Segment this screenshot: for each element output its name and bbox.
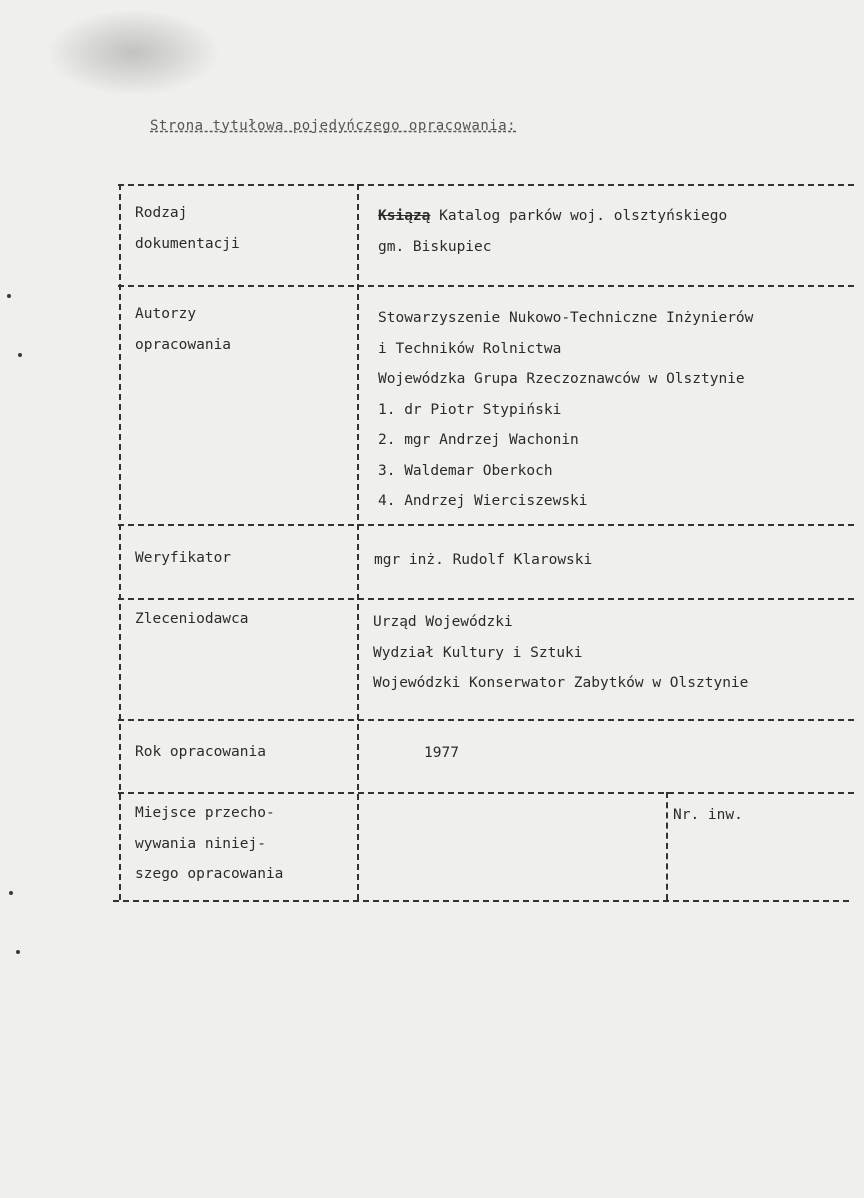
label-zleceniodawca: Zleceniodawca xyxy=(135,611,249,627)
value-rok: 1977 xyxy=(424,745,459,761)
row-divider xyxy=(118,719,854,721)
page-title: Strona tytułowa pojedyńczego opracowania: xyxy=(150,118,517,134)
label-rodzaj: Rodzaj dokumentacji xyxy=(135,205,240,252)
row-divider xyxy=(118,524,854,526)
margin-mark xyxy=(9,891,13,895)
value-autorzy: Stowarzyszenie Nukowo-Techniczne Inżynierów i Techników Rolnictwa Wojewódzka Grupa Rzeczoznawców w Olsztynie 1. dr Piotr Stypiński 2. mgr Andrzej Wachonin 3. Waldemar Oberkoch 4. Andrzej Wierciszewski xyxy=(378,310,754,509)
table-border-left xyxy=(119,184,121,900)
margin-mark xyxy=(16,950,20,954)
column-divider xyxy=(357,184,359,900)
value-weryfikator: mgr inż. Rudolf Klarowski xyxy=(374,552,593,568)
row-divider xyxy=(118,598,854,600)
table-border-bottom xyxy=(113,900,849,902)
value-rodzaj: Ksiązą Katalog parków woj. olsztyńskiego gm. Biskupiec xyxy=(378,208,728,255)
column-divider-inventory xyxy=(666,792,668,900)
row-divider xyxy=(118,285,854,287)
inventory-number-label: Nr. inw. xyxy=(673,807,743,823)
margin-mark xyxy=(18,353,22,357)
value-zleceniodawca: Urząd Wojewódzki Wydział Kultury i Sztuki Wojewódzki Konserwator Zabytków w Olsztynie xyxy=(373,614,749,691)
ink-smudge xyxy=(48,10,218,95)
label-rok: Rok opracowania xyxy=(135,744,266,760)
label-miejsce: Miejsce przecho- wywania niniej- szego opracowania xyxy=(135,805,284,882)
row-divider xyxy=(118,792,854,794)
margin-mark xyxy=(7,294,11,298)
struck-text: Ksiązą xyxy=(378,208,431,224)
label-weryfikator: Weryfikator xyxy=(135,550,232,566)
table-border-top xyxy=(118,184,854,186)
label-autorzy: Autorzy opracowania xyxy=(135,306,232,353)
